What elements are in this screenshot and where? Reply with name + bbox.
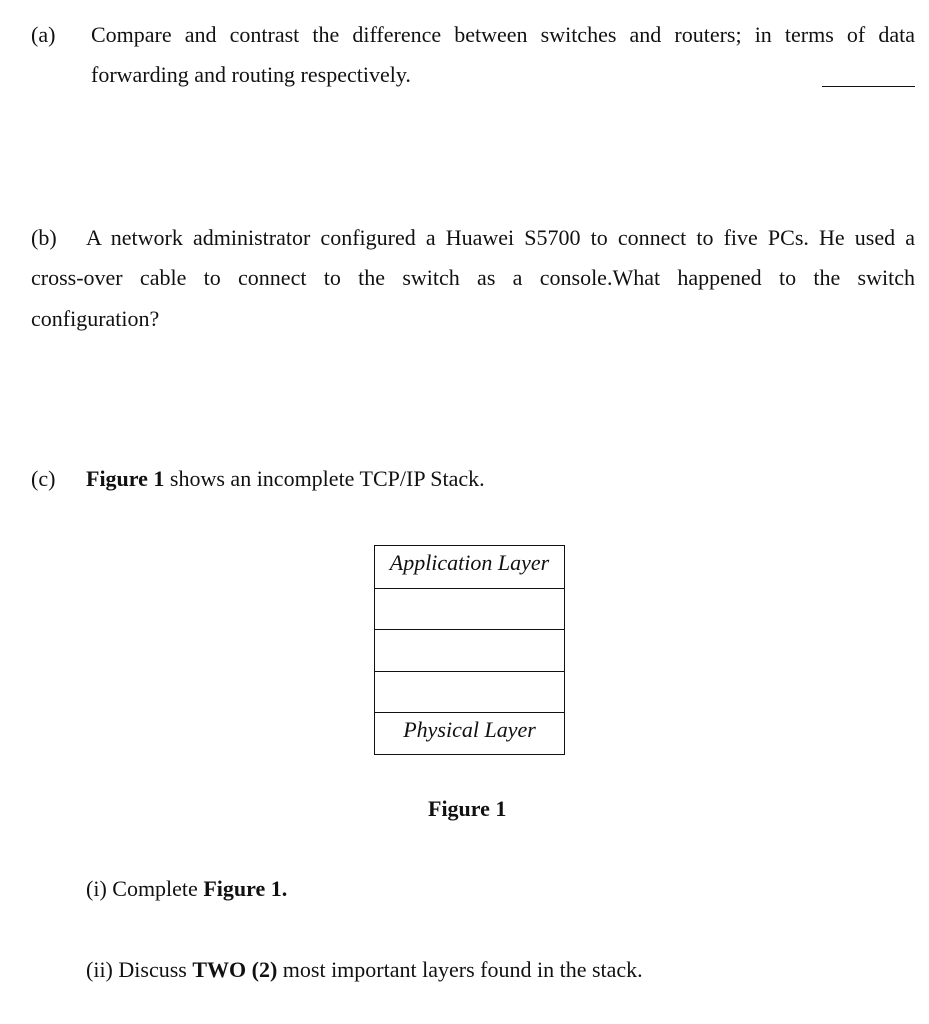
question-c-part-i — [86, 878, 287, 900]
stack-layer-blank-3 — [375, 671, 564, 713]
figure-reference: Figure 1 — [86, 466, 165, 491]
figure-caption: Figure 1 — [428, 796, 507, 821]
question-c-part-ii — [86, 959, 643, 981]
part-i-text: (i) Complete — [86, 876, 204, 901]
question-a-line-2: forwarding and routing respectively. — [91, 62, 411, 87]
part-ii-text-after: most important layers found in the stack. — [277, 957, 643, 982]
part-ii-bold: TWO (2) — [192, 957, 278, 982]
answer-line — [822, 86, 915, 87]
question-b-line-2: cross-over cable to connect to the switch as a console.What happened to the switch — [31, 265, 915, 290]
part-i-bold: Figure 1. — [203, 876, 288, 901]
question-c-intro — [86, 468, 485, 490]
tcp-ip-stack-figure — [374, 545, 565, 755]
stack-layer-blank-1 — [375, 588, 564, 630]
part-ii-text-before: (ii) Discuss — [86, 957, 193, 982]
question-a-label: (a) — [31, 22, 56, 47]
stack-layer-application: Application Layer — [389, 550, 550, 575]
stack-layer-blank-2 — [375, 629, 564, 671]
question-a-line-1: Compare and contrast the difference between switches and routers; in terms of data — [91, 22, 915, 47]
question-b-label: (b) — [31, 225, 57, 250]
question-b-line-1: A network administrator configured a Huawei S5700 to connect to five PCs. He used a — [86, 225, 915, 250]
question-b-line-3: configuration? — [31, 306, 160, 331]
question-c-intro-text: shows an incomplete TCP/IP Stack. — [164, 466, 485, 491]
stack-layer-physical: Physical Layer — [375, 712, 564, 754]
question-c-label: (c) — [31, 466, 56, 491]
